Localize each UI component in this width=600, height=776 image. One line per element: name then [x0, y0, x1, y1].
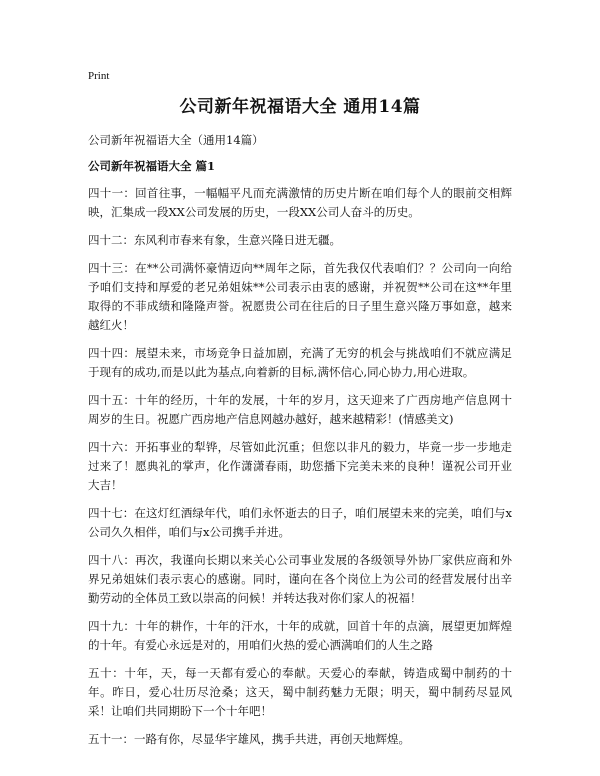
paragraph-50: 五十：十年，天，每一天都有爱心的奉献。天爱心的奉献，铸造成蜀中制药的十年。昨日，爱心壮历尽沧桑；这天，蜀中制药魅力无限；明天，蜀中制药尽显风采！让咱们共同期盼下一个十年吧！ — [88, 666, 512, 718]
paragraph-46: 四十六：开拓事业的犁铧，尽管如此沉重；但您以非凡的毅力，毕竟一步一步地走过来了！愿典礼的掌声，化作潇潇春雨，助您播下完美未来的良种！谨祝公司开业大吉！ — [88, 440, 512, 492]
paragraph-41: 四十一：回首往事，一幅幅平凡而充满激情的历史片断在咱们每个人的眼前交相辉映，汇集成一段XX公司发展的历史，一段XX公司人奋斗的历史。 — [88, 186, 512, 219]
print-label: Print — [88, 70, 110, 82]
section-heading: 公司新年祝福语大全 篇1 — [88, 159, 216, 173]
paragraph-45: 四十五：十年的经历，十年的发展，十年的岁月，这天迎来了广西房地产信息网十周岁的生日。祝愿广西房地产信息网越办越好，越来越精彩！(情感美文) — [88, 393, 512, 426]
document-subtitle: 公司新年祝福语大全（通用14篇） — [88, 133, 264, 147]
page-title: 公司新年祝福语大全 通用14篇 — [179, 97, 421, 117]
paragraph-51: 五十一：一路有你，尽显华宇雄风，携手共进，再创天地辉煌。 — [88, 732, 410, 746]
paragraph-42: 四十二：东风利市春来有象，生意兴隆日进无疆。 — [88, 233, 341, 247]
paragraph-47: 四十七：在这灯红酒绿年代，咱们永怀逝去的日子，咱们展望未来的完美，咱们与x公司久久相伴，咱们与x公司携手并进。 — [88, 506, 512, 539]
paragraph-44: 四十四：展望未来，市场竞争日益加剧，充满了无穷的机会与挑战咱们不就应满足于现有的成功,而是以此为基点,向着新的目标,满怀信心,同心协力,用心进取。 — [88, 346, 512, 379]
paragraph-43: 四十三：在**公司满怀豪情迈向**周年之际，首先我仅代表咱们？？公司向一向给予咱们支持和厚爱的老兄弟姐妹**公司表示由衷的感谢，并祝贺**公司在这**年里取得的不菲成绩和隆隆声誉。祝愿贵公司在往后的日子里生意兴隆万事如意，越来越红火！ — [88, 261, 512, 332]
paragraph-49: 四十九：十年的耕作，十年的汗水，十年的成就，回首十年的点滴，展望更加辉煌的十年。有爱心永远是对的，用咱们火热的爱心洒满咱们的人生之路 — [88, 619, 512, 652]
paragraph-48: 四十八：再次，我谨向长期以来关心公司事业发展的各级领导外协厂家供应商和外界兄弟姐妹们表示衷心的感谢。同时，谨向在各个岗位上为公司的经营发展付出辛勤劳动的全体员工致以崇高的问候！并转达我对你们家人的祝福！ — [88, 553, 512, 605]
